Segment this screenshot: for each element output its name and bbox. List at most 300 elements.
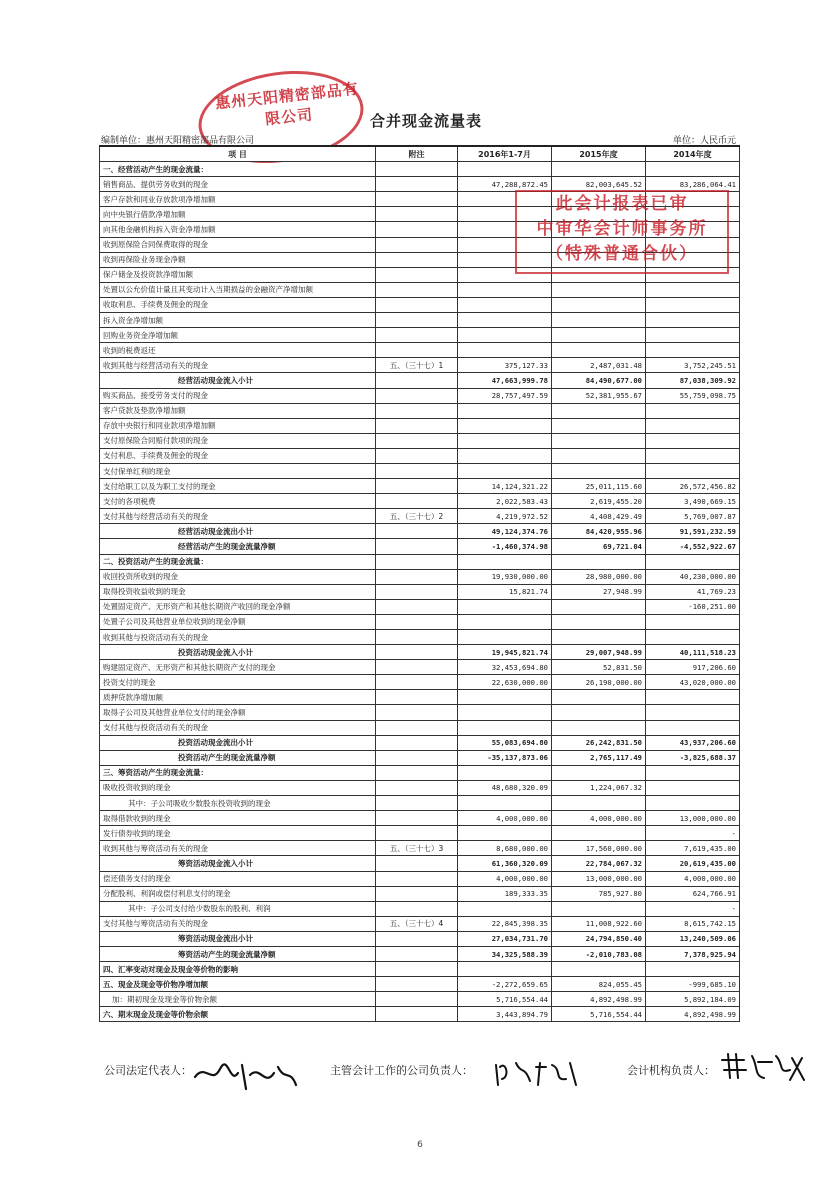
- table-body: [100, 162, 740, 1022]
- value-2016: 27,034,731.70: [458, 931, 552, 946]
- value-2016: [458, 282, 552, 297]
- value-2015: 2,619,455.20: [552, 494, 646, 509]
- value-2014: 55,759,098.75: [646, 388, 740, 403]
- header-note: 附注: [376, 146, 458, 162]
- value-2015: [552, 765, 646, 780]
- table-row: [100, 388, 740, 403]
- table-row: [100, 1007, 740, 1022]
- value-2016: [458, 554, 552, 569]
- value-2016: 61,360,320.09: [458, 856, 552, 871]
- row-note: [376, 886, 458, 901]
- row-note: [376, 780, 458, 795]
- value-2014: [646, 448, 740, 463]
- value-2015: 84,420,955.96: [552, 524, 646, 539]
- value-2015: 5,716,554.44: [552, 1007, 646, 1022]
- value-2014: [646, 630, 740, 645]
- row-note: [376, 479, 458, 494]
- row-note: [376, 207, 458, 222]
- row-note: [376, 328, 458, 343]
- table-row: [100, 705, 740, 720]
- row-item-label: 收到的税费返还: [100, 343, 376, 358]
- row-note: [376, 992, 458, 1007]
- table-row: [100, 539, 740, 554]
- value-2014: [646, 313, 740, 328]
- value-2016: [458, 599, 552, 614]
- value-2016: 32,453,694.80: [458, 660, 552, 675]
- value-2016: [458, 328, 552, 343]
- row-note: [376, 448, 458, 463]
- row-note: [376, 252, 458, 267]
- row-item-label: 吸收投资收到的现金: [100, 780, 376, 795]
- audit-stamp-line-2: 中审华会计师事务所: [536, 219, 708, 239]
- row-item-label: 投资活动现金流入小计: [100, 645, 376, 660]
- value-2015: 4,892,498.99: [552, 992, 646, 1007]
- table-row: [100, 494, 740, 509]
- table-row: [100, 992, 740, 1007]
- row-item-label: 向其他金融机构拆入资金净增加额: [100, 222, 376, 237]
- row-note: [376, 811, 458, 826]
- value-2016: 2,022,583.43: [458, 494, 552, 509]
- value-2014: [646, 328, 740, 343]
- value-2014: 5,892,184.09: [646, 992, 740, 1007]
- row-item-label: 处置固定资产、无形资产和其他长期资产收回的现金净额: [100, 599, 376, 614]
- row-item-label: 经营活动产生的现金流量净额: [100, 539, 376, 554]
- row-note: [376, 267, 458, 282]
- value-2016: [458, 313, 552, 328]
- value-2015: 82,003,645.52: [552, 177, 646, 192]
- row-item-label: 支付其他与投资活动有关的现金: [100, 720, 376, 735]
- value-2014: [646, 282, 740, 297]
- value-2014: -999,685.10: [646, 977, 740, 992]
- table-row: [100, 297, 740, 312]
- row-item-label: 收取利息、手续费及佣金的现金: [100, 297, 376, 312]
- table-row: [100, 630, 740, 645]
- value-2014: 43,937,206.60: [646, 735, 740, 750]
- value-2014: 40,230,000.00: [646, 569, 740, 584]
- row-note: [376, 645, 458, 660]
- row-note: [376, 826, 458, 841]
- value-2014: [646, 343, 740, 358]
- table-header-row: [100, 146, 740, 162]
- row-item-label: 经营活动现金流出小计: [100, 524, 376, 539]
- value-2014: [646, 418, 740, 433]
- value-2015: [552, 554, 646, 569]
- row-item-label: 收到其他与筹资活动有关的现金: [100, 841, 376, 856]
- row-item-label: 投资活动现金流出小计: [100, 735, 376, 750]
- table-row: [100, 403, 740, 418]
- table-row: [100, 584, 740, 599]
- table-row: [100, 946, 740, 961]
- value-2015: 824,055.45: [552, 977, 646, 992]
- value-2014: [646, 720, 740, 735]
- value-2014: 20,619,435.00: [646, 856, 740, 871]
- row-item-label: 收到其他与投资活动有关的现金: [100, 630, 376, 645]
- row-item-label: 质押贷款净增加额: [100, 690, 376, 705]
- row-note: 五、（三十七）2: [376, 509, 458, 524]
- row-item-label: 支付保单红利的现金: [100, 463, 376, 478]
- table-row: [100, 418, 740, 433]
- value-2016: 4,000,000.00: [458, 871, 552, 886]
- row-item-label: 偿还债务支付的现金: [100, 871, 376, 886]
- row-item-label: 支付其他与筹资活动有关的现金: [100, 916, 376, 931]
- table-row: [100, 433, 740, 448]
- value-2014: [646, 705, 740, 720]
- page-title: 合并现金流量表: [370, 112, 483, 130]
- value-2015: 52,381,955.67: [552, 388, 646, 403]
- value-2014: -4,552,922.67: [646, 539, 740, 554]
- table-row: [100, 690, 740, 705]
- row-note: [376, 569, 458, 584]
- value-2016: 8,680,000.00: [458, 841, 552, 856]
- row-item-label: 支付的各项税费: [100, 494, 376, 509]
- header-2015: 2015年度: [552, 146, 646, 162]
- audit-stamp-line-3: （特殊普通合伙）: [546, 244, 698, 264]
- table-row: [100, 328, 740, 343]
- table-row: [100, 660, 740, 675]
- row-item-label: 五、现金及现金等价物净增加额: [100, 977, 376, 992]
- value-2015: 26,190,000.00: [552, 675, 646, 690]
- value-2015: 2,487,031.48: [552, 358, 646, 373]
- row-note: [376, 403, 458, 418]
- value-2015: 26,242,831.50: [552, 735, 646, 750]
- table-row: [100, 765, 740, 780]
- value-2016: 4,000,000.00: [458, 811, 552, 826]
- value-2014: [646, 463, 740, 478]
- value-2015: 52,831.50: [552, 660, 646, 675]
- value-2014: 13,240,509.06: [646, 931, 740, 946]
- value-2015: [552, 463, 646, 478]
- row-note: [376, 539, 458, 554]
- table-row: [100, 977, 740, 992]
- value-2016: 14,124,321.22: [458, 479, 552, 494]
- value-2016: [458, 630, 552, 645]
- row-item-label: 筹资活动现金流入小计: [100, 856, 376, 871]
- value-2016: 49,124,374.76: [458, 524, 552, 539]
- row-note: [376, 962, 458, 977]
- row-note: [376, 856, 458, 871]
- row-item-label: 投资支付的现金: [100, 675, 376, 690]
- row-note: [376, 660, 458, 675]
- value-2015: 13,000,000.00: [552, 871, 646, 886]
- value-2014: -: [646, 901, 740, 916]
- table-row: [100, 448, 740, 463]
- table-row: [100, 750, 740, 765]
- row-note: [376, 177, 458, 192]
- table-row: [100, 796, 740, 811]
- row-item-label: 一、经营活动产生的现金流量：: [100, 162, 376, 177]
- row-note: [376, 343, 458, 358]
- table-row: [100, 599, 740, 614]
- value-2016: [458, 448, 552, 463]
- header-item: 项 目: [100, 146, 376, 162]
- value-2015: 22,784,067.32: [552, 856, 646, 871]
- value-2016: [458, 343, 552, 358]
- value-2016: 375,127.33: [458, 358, 552, 373]
- legal-rep-signature: [190, 1055, 300, 1095]
- row-note: [376, 977, 458, 992]
- row-item-label: 回购业务资金净增加额: [100, 328, 376, 343]
- header-2014: 2014年度: [646, 146, 740, 162]
- value-2016: [458, 690, 552, 705]
- row-note: 五、（三十七）3: [376, 841, 458, 856]
- audit-stamp: [515, 190, 729, 274]
- value-2015: [552, 313, 646, 328]
- value-2016: [458, 765, 552, 780]
- row-item-label: 购买商品、接受劳务支付的现金: [100, 388, 376, 403]
- value-2016: [458, 297, 552, 312]
- value-2015: [552, 826, 646, 841]
- row-item-label: 取得子公司及其他营业单位支付的现金净额: [100, 705, 376, 720]
- value-2014: [646, 297, 740, 312]
- row-item-label: 处置以公允价值计量且其变动计入当期损益的金融资产净增加额: [100, 282, 376, 297]
- value-2015: [552, 162, 646, 177]
- row-item-label: 购建固定资产、无形资产和其他长期资产支付的现金: [100, 660, 376, 675]
- row-note: [376, 192, 458, 207]
- value-2016: [458, 796, 552, 811]
- value-2015: 4,408,429.49: [552, 509, 646, 524]
- value-2014: 7,378,925.94: [646, 946, 740, 961]
- value-2016: [458, 826, 552, 841]
- row-note: [376, 931, 458, 946]
- table-row: [100, 282, 740, 297]
- value-2014: 41,769.23: [646, 584, 740, 599]
- header-2016: 2016年1-7月: [458, 146, 552, 162]
- table-row: [100, 614, 740, 629]
- table-row: [100, 645, 740, 660]
- row-note: [376, 796, 458, 811]
- value-2014: [646, 433, 740, 448]
- row-note: [376, 614, 458, 629]
- row-item-label: 支付利息、手续费及佣金的现金: [100, 448, 376, 463]
- value-2014: 40,111,518.23: [646, 645, 740, 660]
- value-2015: [552, 720, 646, 735]
- value-2015: 2,765,117.49: [552, 750, 646, 765]
- row-note: [376, 463, 458, 478]
- value-2015: [552, 705, 646, 720]
- row-item-label: 其中：子公司吸收少数股东投资收到的现金: [100, 796, 376, 811]
- table-row: [100, 162, 740, 177]
- row-item-label: 经营活动现金流入小计: [100, 373, 376, 388]
- value-2015: 29,007,948.99: [552, 645, 646, 660]
- value-2015: [552, 433, 646, 448]
- audit-stamp-line-1: 此会计报表已审: [555, 194, 689, 214]
- value-2015: 785,927.80: [552, 886, 646, 901]
- value-2015: 11,008,922.60: [552, 916, 646, 931]
- table-row: [100, 962, 740, 977]
- compiler-unit: 编制单位：惠州天阳精密部品有限公司: [101, 136, 255, 146]
- value-2015: 1,224,067.32: [552, 780, 646, 795]
- value-2016: [458, 403, 552, 418]
- table-row: [100, 313, 740, 328]
- row-item-label: 处置子公司及其他营业单位收到的现金净额: [100, 614, 376, 629]
- row-item-label: 客户存款和同业存放款项净增加额: [100, 192, 376, 207]
- legal-rep-label: 公司法定代表人：: [104, 1064, 192, 1077]
- row-item-label: 支付原保险合同赔付款项的现金: [100, 433, 376, 448]
- value-2016: 19,945,821.74: [458, 645, 552, 660]
- value-2015: 25,011,115.60: [552, 479, 646, 494]
- value-2016: [458, 705, 552, 720]
- value-2016: 15,821.74: [458, 584, 552, 599]
- accounting-head-label: 主管会计工作的公司负责人：: [330, 1064, 473, 1077]
- row-note: [376, 705, 458, 720]
- value-2016: -1,460,374.98: [458, 539, 552, 554]
- value-2015: [552, 901, 646, 916]
- row-note: [376, 433, 458, 448]
- value-2014: [646, 780, 740, 795]
- value-2016: 22,845,398.35: [458, 916, 552, 931]
- row-item-label: 向中央银行借款净增加额: [100, 207, 376, 222]
- table-row: [100, 871, 740, 886]
- row-item-label: 加：期初现金及现金等价物余额: [100, 992, 376, 1007]
- value-2014: 8,615,742.15: [646, 916, 740, 931]
- value-2016: 5,716,554.44: [458, 992, 552, 1007]
- row-item-label: 收到原保险合同保费取得的现金: [100, 237, 376, 252]
- value-2015: [552, 962, 646, 977]
- value-2016: 47,288,872.45: [458, 177, 552, 192]
- table-row: [100, 856, 740, 871]
- value-2015: [552, 796, 646, 811]
- value-2015: 4,000,000.00: [552, 811, 646, 826]
- value-2014: [646, 690, 740, 705]
- currency-unit: 单位：人民币元: [672, 136, 736, 146]
- row-note: [376, 222, 458, 237]
- table-row: [100, 554, 740, 569]
- row-item-label: 筹资活动现金流出小计: [100, 931, 376, 946]
- value-2015: 28,980,000.00: [552, 569, 646, 584]
- value-2015: 69,721.04: [552, 539, 646, 554]
- table-row: [100, 569, 740, 584]
- row-note: [376, 162, 458, 177]
- row-item-label: 三、筹资活动产生的现金流量：: [100, 765, 376, 780]
- row-item-label: 保户储金及投资款净增加额: [100, 267, 376, 282]
- row-item-label: 投资活动产生的现金流量净额: [100, 750, 376, 765]
- row-item-label: 取得借款收到的现金: [100, 811, 376, 826]
- table-row: [100, 720, 740, 735]
- value-2015: [552, 614, 646, 629]
- value-2014: 91,591,232.59: [646, 524, 740, 539]
- row-item-label: 销售商品、提供劳务收到的现金: [100, 177, 376, 192]
- value-2016: 48,680,320.09: [458, 780, 552, 795]
- row-note: [376, 735, 458, 750]
- row-item-label: 分配股利、利润或偿付利息支付的现金: [100, 886, 376, 901]
- table-row: [100, 675, 740, 690]
- value-2014: 3,490,669.15: [646, 494, 740, 509]
- value-2014: 3,752,245.51: [646, 358, 740, 373]
- value-2014: 83,286,064.41: [646, 177, 740, 192]
- row-note: [376, 554, 458, 569]
- value-2016: 189,333.35: [458, 886, 552, 901]
- cash-flow-table: [99, 145, 740, 1022]
- value-2014: [646, 614, 740, 629]
- value-2015: [552, 328, 646, 343]
- row-note: [376, 373, 458, 388]
- value-2016: 3,443,894.79: [458, 1007, 552, 1022]
- row-item-label: 收到再保险业务现金净额: [100, 252, 376, 267]
- value-2014: 917,206.60: [646, 660, 740, 675]
- row-note: [376, 584, 458, 599]
- row-item-label: 客户贷款及垫款净增加额: [100, 403, 376, 418]
- value-2016: 22,630,000.00: [458, 675, 552, 690]
- row-note: [376, 282, 458, 297]
- row-item-label: 收到其他与经营活动有关的现金: [100, 358, 376, 373]
- row-item-label: 其中：子公司支付给少数股东的股利、利润: [100, 901, 376, 916]
- row-item-label: 拆入资金净增加额: [100, 313, 376, 328]
- value-2014: [646, 962, 740, 977]
- table-row: [100, 479, 740, 494]
- page-number: 6: [417, 1140, 423, 1150]
- table-row: [100, 343, 740, 358]
- value-2015: [552, 690, 646, 705]
- table-row: [100, 735, 740, 750]
- table-row: [100, 509, 740, 524]
- value-2014: 43,020,000.00: [646, 675, 740, 690]
- value-2016: 19,930,000.00: [458, 569, 552, 584]
- row-item-label: 收回投资所收到的现金: [100, 569, 376, 584]
- value-2015: [552, 343, 646, 358]
- value-2016: [458, 614, 552, 629]
- value-2014: [646, 765, 740, 780]
- value-2016: [458, 162, 552, 177]
- value-2014: -3,825,688.37: [646, 750, 740, 765]
- row-note: [376, 599, 458, 614]
- row-item-label: 支付给职工以及为职工支付的现金: [100, 479, 376, 494]
- row-note: [376, 418, 458, 433]
- row-note: [376, 720, 458, 735]
- table-row: [100, 841, 740, 856]
- dept-head-signature: [718, 1048, 808, 1084]
- value-2016: [458, 720, 552, 735]
- value-2014: 87,038,309.92: [646, 373, 740, 388]
- company-seal-text: 惠州天阳精密部品有限公司: [214, 79, 360, 129]
- value-2016: 28,757,497.59: [458, 388, 552, 403]
- row-note: [376, 871, 458, 886]
- value-2016: [458, 962, 552, 977]
- row-note: [376, 313, 458, 328]
- value-2014: 7,619,435.00: [646, 841, 740, 856]
- value-2014: 624,766.91: [646, 886, 740, 901]
- value-2015: 27,948.99: [552, 584, 646, 599]
- value-2016: [458, 901, 552, 916]
- row-note: [376, 901, 458, 916]
- row-note: [376, 237, 458, 252]
- value-2016: -2,272,659.65: [458, 977, 552, 992]
- row-note: [376, 675, 458, 690]
- row-note: [376, 946, 458, 961]
- table-row: [100, 886, 740, 901]
- row-note: [376, 1007, 458, 1022]
- value-2014: -: [646, 826, 740, 841]
- value-2016: 34,325,588.39: [458, 946, 552, 961]
- value-2015: -2,010,783.08: [552, 946, 646, 961]
- row-note: [376, 388, 458, 403]
- row-item-label: 存放中央银行和同业款项净增加额: [100, 418, 376, 433]
- table-row: [100, 524, 740, 539]
- value-2014: 13,000,000.00: [646, 811, 740, 826]
- dept-head-label: 会计机构负责人：: [627, 1064, 715, 1077]
- row-note: [376, 297, 458, 312]
- value-2015: [552, 297, 646, 312]
- value-2015: [552, 282, 646, 297]
- value-2016: [458, 433, 552, 448]
- value-2014: 5,769,007.87: [646, 509, 740, 524]
- accounting-head-signature: [492, 1055, 582, 1089]
- row-note: [376, 494, 458, 509]
- table-row: [100, 373, 740, 388]
- row-note: [376, 765, 458, 780]
- row-item-label: 发行债券收到的现金: [100, 826, 376, 841]
- value-2016: -35,137,873.06: [458, 750, 552, 765]
- row-item-label: 筹资活动产生的现金流量净额: [100, 946, 376, 961]
